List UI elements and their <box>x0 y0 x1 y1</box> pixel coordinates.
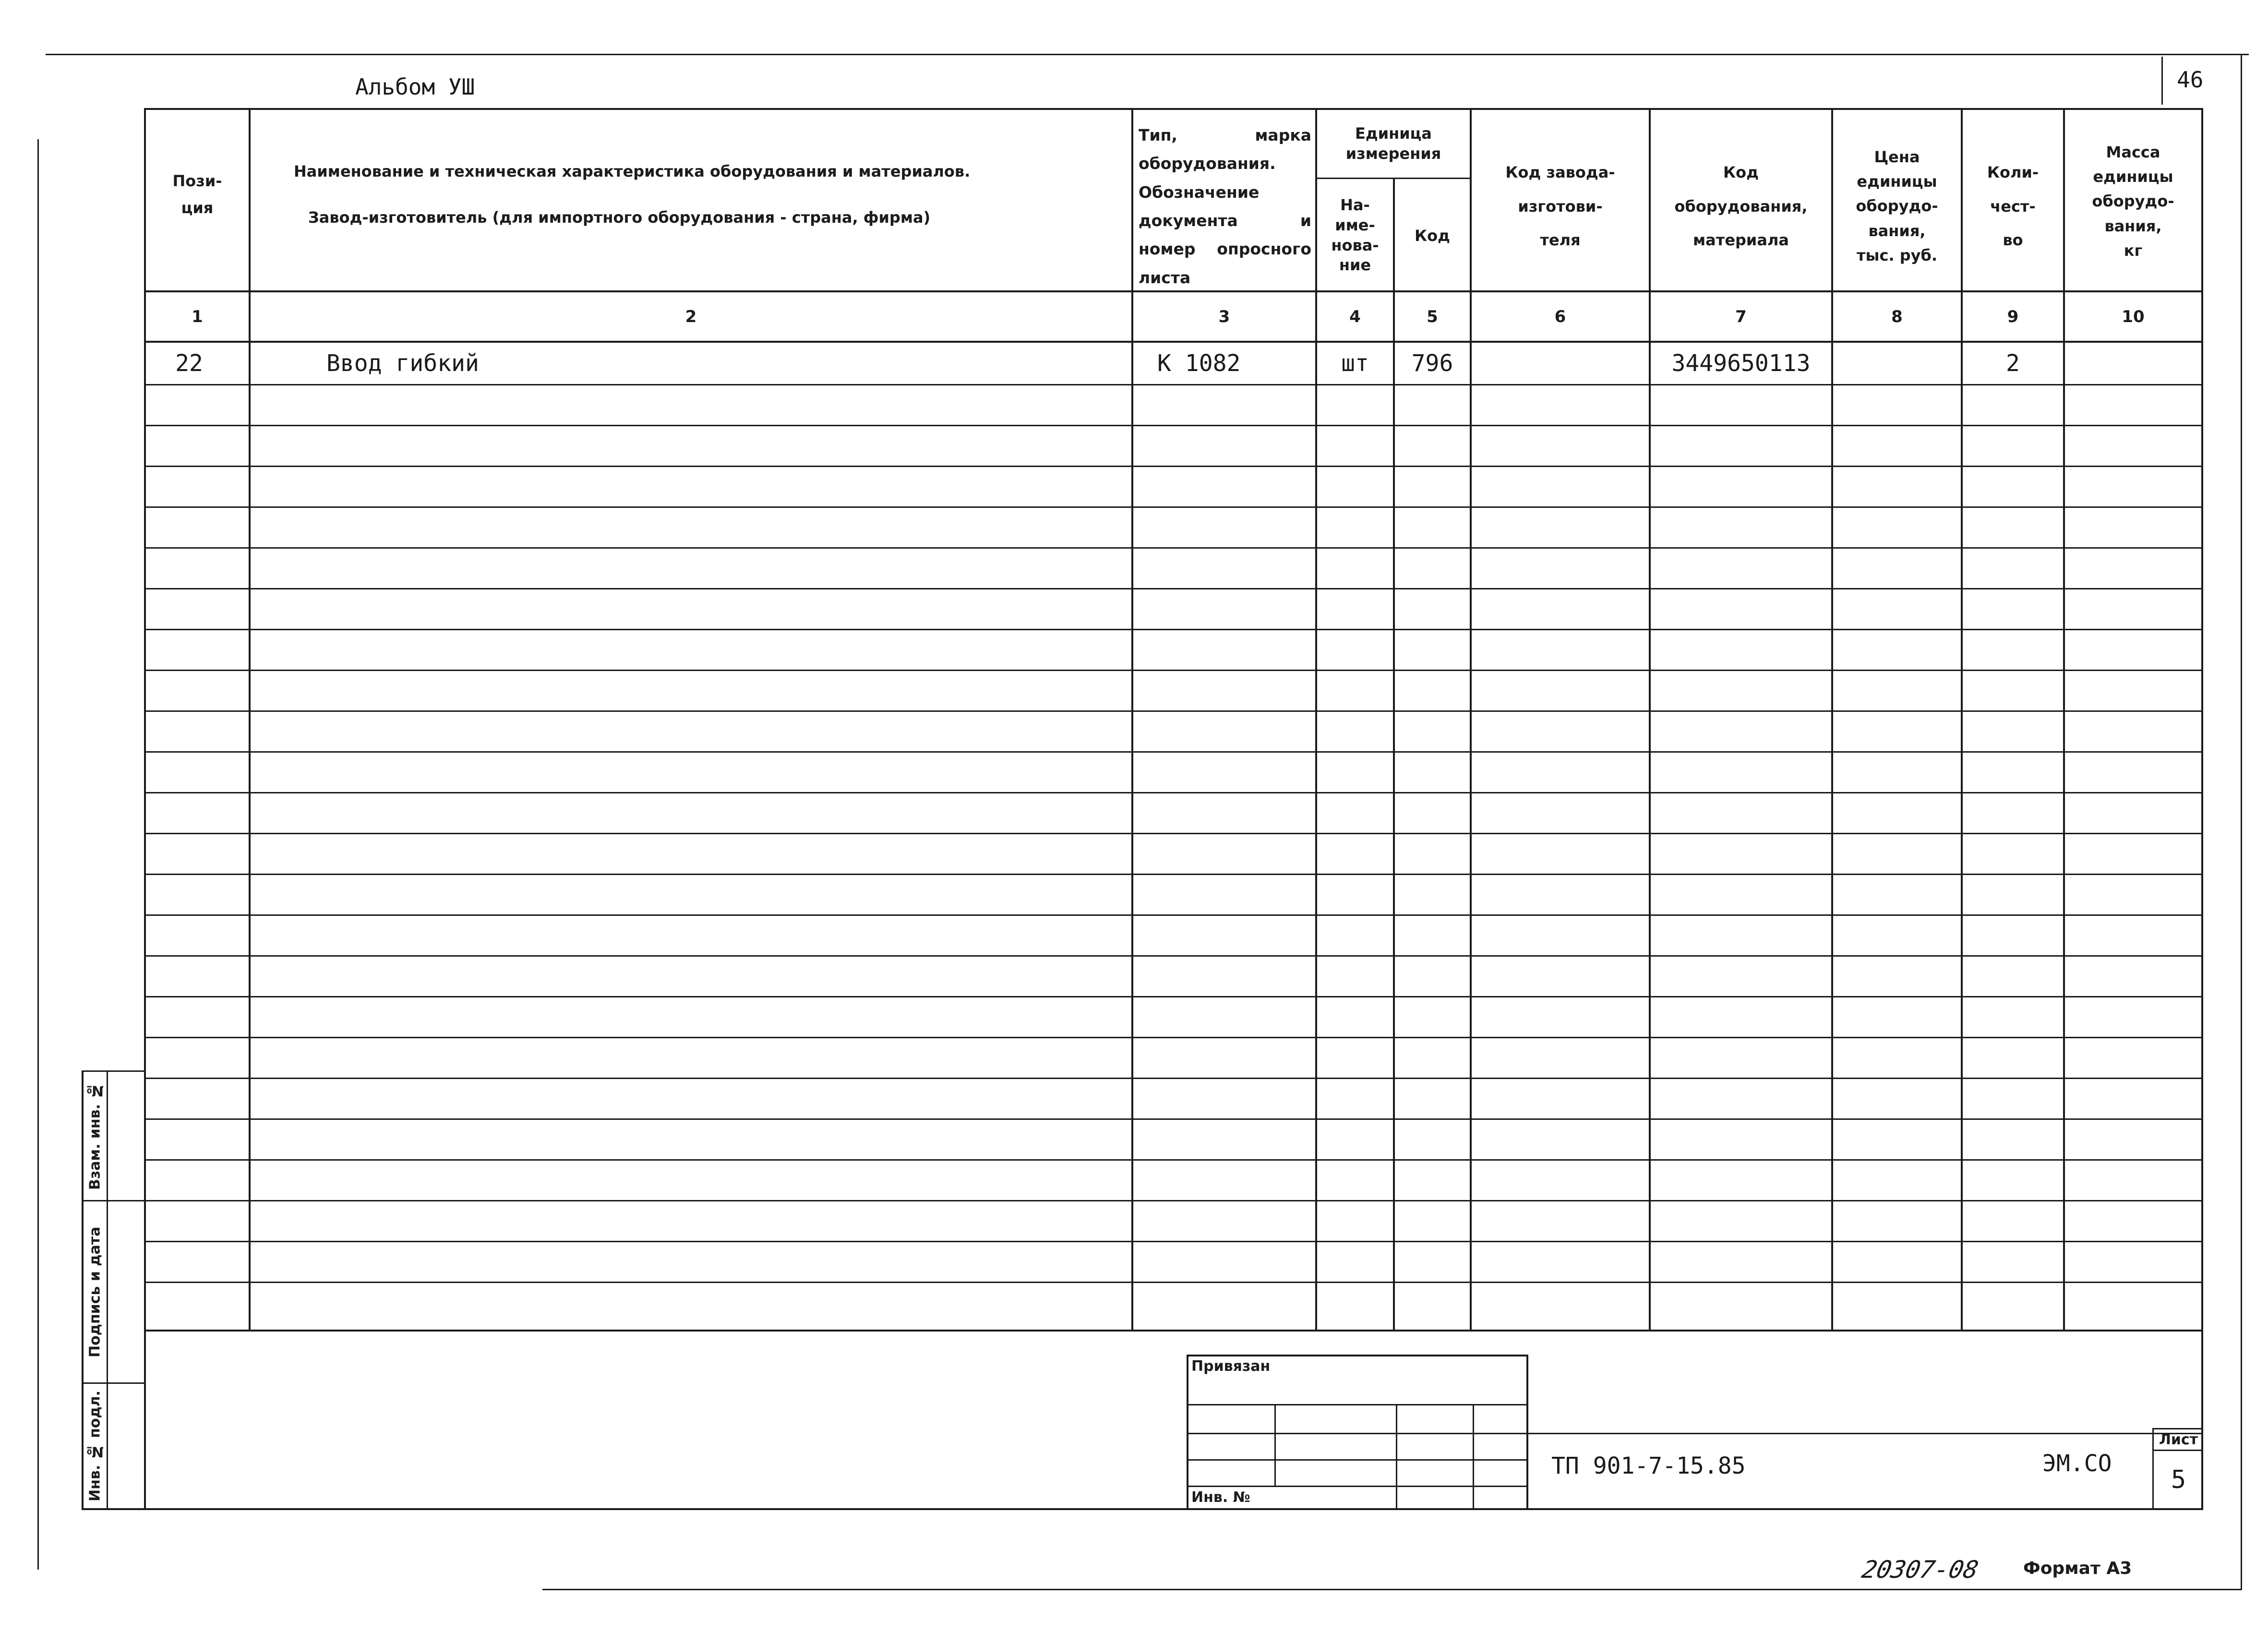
row-line <box>144 629 2203 630</box>
sheet-cell-divider <box>2152 1450 2203 1451</box>
bottom-trim-line <box>542 1589 2242 1590</box>
row-line <box>144 670 2203 671</box>
row-line <box>144 955 2203 957</box>
row-line <box>144 1282 2203 1283</box>
header-unit-name: На- име- нова- ние <box>1331 196 1379 275</box>
row-line <box>144 1118 2203 1120</box>
row-equipment-code: 3449650113 <box>1671 350 1811 377</box>
table-top-line <box>144 108 2203 110</box>
row-unit-name: шт <box>1341 350 1369 377</box>
colnum-1: 1 <box>192 307 203 326</box>
side-stamp-sign-date: Подпись и дата <box>86 1226 104 1357</box>
table-right-line <box>2201 108 2203 1510</box>
row-line <box>144 792 2203 793</box>
colnum-3: 3 <box>1218 307 1230 326</box>
page-number-divider <box>2161 57 2163 105</box>
row-line <box>144 588 2203 589</box>
colnum-9: 9 <box>2007 307 2019 326</box>
album-title: Альбом УШ <box>355 74 475 100</box>
header-mass: Масса единицы оборудо- вания, кг <box>2092 143 2174 260</box>
header-equipment-code: Код оборудования, материала <box>1674 163 1808 250</box>
attached-box-top <box>1187 1355 1527 1356</box>
side-stamp-inner-line <box>107 1070 108 1510</box>
row-line <box>144 914 2203 916</box>
attached-inv-label: Инв. № <box>1191 1489 1250 1506</box>
col-line-2 <box>1131 108 1133 1332</box>
header-price: Цена единицы оборудо- вания, тыс. руб. <box>1856 148 1938 264</box>
row-line <box>144 1078 2203 1079</box>
header-position: Пози- ция <box>172 172 222 217</box>
sheet-label: Лист <box>2159 1431 2198 1448</box>
row-position: 22 <box>175 350 203 377</box>
colnum-2: 2 <box>685 307 697 326</box>
header-quantity: Коли- чест- во <box>1987 163 2039 250</box>
unit-group-divider <box>1315 178 1472 179</box>
header-unit-group: Единица измерения <box>1345 124 1441 163</box>
attached-box-col-3 <box>1473 1404 1474 1510</box>
attached-box-col-1 <box>1274 1404 1276 1486</box>
attached-label: Привязан <box>1191 1358 1271 1375</box>
row-line <box>144 506 2203 508</box>
header-name-line1: Наименование и техническая характеристика оборудования и материалов. <box>294 162 971 180</box>
col-line-3 <box>1315 108 1317 1332</box>
doc-code: ТП 901-7-15.85 <box>1551 1452 1746 1479</box>
top-border-line <box>46 54 2249 55</box>
colnum-6: 6 <box>1554 307 1566 326</box>
row-mass <box>2065 343 2201 384</box>
row-line <box>144 874 2203 875</box>
header-unit-code: Код <box>1415 226 1450 245</box>
header-manufacturer-code: Код завода- изготови- теля <box>1505 163 1615 250</box>
row-line <box>144 384 2203 385</box>
format-note: Формат А3 <box>2023 1559 2132 1578</box>
col-line-9 <box>2063 108 2065 1332</box>
row-manufacturer-code <box>1472 343 1649 384</box>
row-name: Ввод гибкий <box>326 350 479 377</box>
row-type: К 1082 <box>1157 350 1241 377</box>
attached-box-row-3 <box>1187 1459 1527 1461</box>
row-line <box>144 833 2203 834</box>
row-price <box>1833 343 1961 384</box>
doc-section: ЭМ.СО <box>2042 1450 2112 1477</box>
col-line-6 <box>1649 108 1651 1332</box>
row-line <box>144 1159 2203 1161</box>
attached-box-row-2 <box>1187 1433 1527 1434</box>
row-unit-code: 796 <box>1411 350 1453 377</box>
row-line <box>144 466 2203 467</box>
row-line <box>144 751 2203 753</box>
sheet-number: 5 <box>2171 1465 2186 1494</box>
side-stamp-inv-orig: Инв. № подл. <box>86 1390 104 1502</box>
col-line-8 <box>1961 108 1963 1332</box>
colnum-7: 7 <box>1735 307 1747 326</box>
attached-box-col-2 <box>1396 1404 1397 1510</box>
header-type: Тип, марка оборудования. Обозначение документа и номер опросного листа <box>1139 125 1311 287</box>
col-line-5 <box>1470 108 1472 1332</box>
side-stamp-replace-inv: Взам. инв. № <box>86 1082 104 1190</box>
row-line <box>144 1200 2203 1201</box>
col-line-7 <box>1831 108 1833 1332</box>
header-name-line2: Завод-изготовитель (для импортного оборудования - страна, фирма) <box>308 208 931 227</box>
row-line <box>144 425 2203 426</box>
page-number: 46 <box>2177 67 2204 93</box>
hand-written-number: 20307-08 <box>1859 1556 1981 1584</box>
colnum-8: 8 <box>1891 307 1903 326</box>
colnum-4: 4 <box>1349 307 1361 326</box>
row-line <box>144 1241 2203 1242</box>
row-line <box>144 547 2203 549</box>
header-name <box>251 139 1131 250</box>
left-margin-line <box>37 139 39 1570</box>
row-line <box>144 996 2203 997</box>
title-block-top <box>1527 1433 2203 1434</box>
colnum-10: 10 <box>2122 307 2145 326</box>
table-body-bottom-line <box>144 1330 2203 1332</box>
row-line <box>144 710 2203 712</box>
attached-box-row-1 <box>1187 1404 1527 1405</box>
right-border-line <box>2241 54 2242 1590</box>
row-line <box>144 1037 2203 1038</box>
colnum-5: 5 <box>1427 307 1438 326</box>
frame-bottom-line <box>82 1508 2203 1510</box>
col-line-1 <box>249 108 251 1332</box>
attached-box-row-4 <box>1187 1486 1527 1487</box>
row-quantity: 2 <box>2006 350 2020 377</box>
